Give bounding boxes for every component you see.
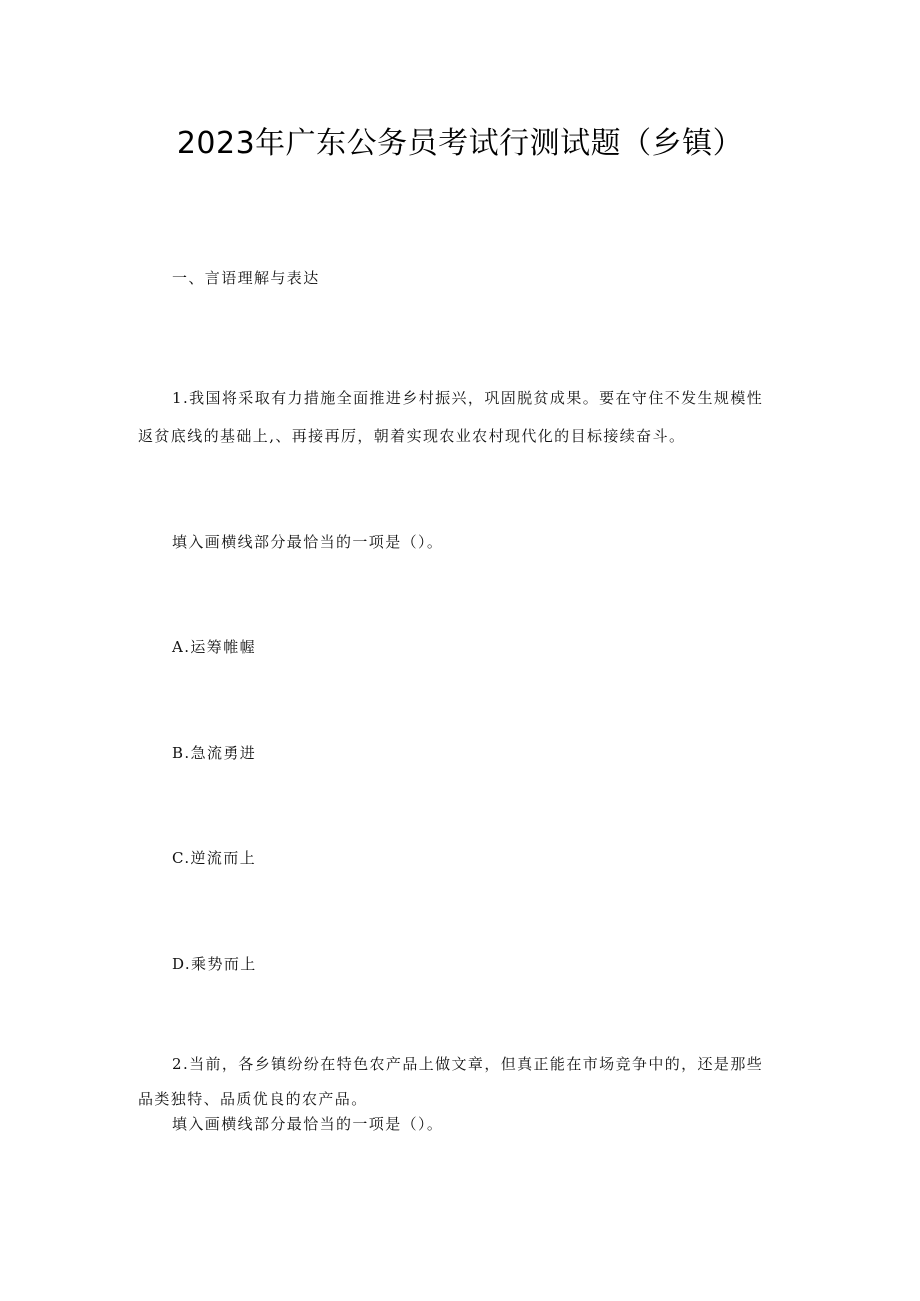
question-1-text-line-2: 返贫底线的基础上,、再接再厉，朝着实现农业农村现代化的目标接续奋斗。 <box>138 427 686 445</box>
question-1-option-d: D.乘势而上 <box>172 955 257 973</box>
question-1-option-b: B.急流勇进 <box>172 744 257 762</box>
question-2-text-line-2: 品类独特、品质优良的农产品。 <box>138 1090 368 1108</box>
question-2-text-line-1: 2.当前，各乡镇纷纷在特色农产品上做文章，但真正能在市场竞争中的，还是那些 <box>172 1055 764 1073</box>
question-1-text-line-1: 1.我国将采取有力措施全面推进乡村振兴，巩固脱贫成果。要在守住不发生规模性 <box>172 389 764 407</box>
section-heading: 一、言语理解与表达 <box>172 269 320 287</box>
question-1-option-a: A.运筹帷幄 <box>172 638 257 656</box>
question-1-prompt: 填入画横线部分最恰当的一项是（）。 <box>172 533 444 551</box>
question-1-option-c: C.逆流而上 <box>172 849 257 867</box>
document-title: 2023年广东公务员考试行测试题（乡镇） <box>176 126 744 161</box>
question-2-prompt: 填入画横线部分最恰当的一项是（）。 <box>172 1115 444 1133</box>
